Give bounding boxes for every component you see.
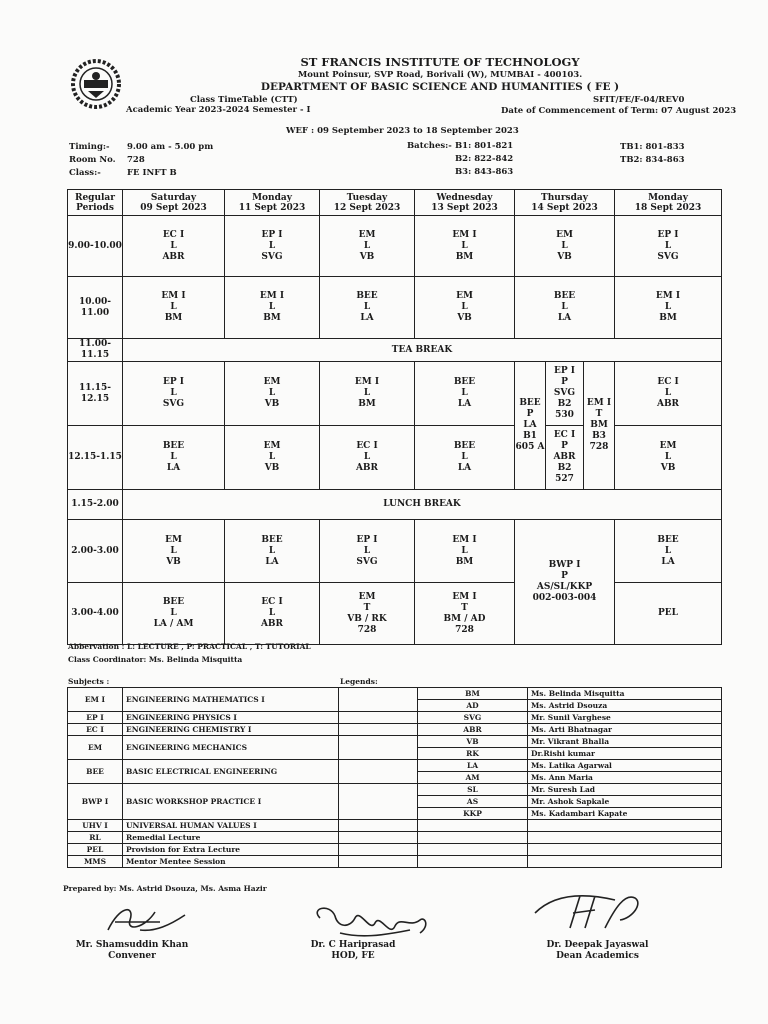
workshop-cell: BWP I P AS/SL/KKP 002-003-004 xyxy=(515,520,615,645)
class-cell: EC I L ABR xyxy=(123,216,225,277)
header-row xyxy=(68,190,722,216)
day-header: Monday 18 Sept 2023 xyxy=(615,190,722,216)
blank-cell xyxy=(339,856,418,868)
faculty-name: Ms. Belinda Misquitta xyxy=(528,688,722,700)
practical-cell: EC I P ABR B2 527 xyxy=(546,426,584,490)
class-cell: EM L VB xyxy=(515,216,615,277)
blank-cell xyxy=(339,760,418,784)
batch-b3: B3: 843-863 xyxy=(455,167,514,177)
class-cell: EM L VB xyxy=(415,277,515,339)
commencement-date: Date of Commencement of Term: 07 August 2023 xyxy=(501,106,737,116)
faculty-name: Dr.Rishi kumar xyxy=(528,748,722,760)
day-header: Monday 11 Sept 2023 xyxy=(225,190,320,216)
blank-cell xyxy=(339,832,418,844)
faculty-code: SVG xyxy=(418,712,528,724)
class-value: FE INFT B xyxy=(127,168,177,178)
subject-name: UNIVERSAL HUMAN VALUES I xyxy=(123,820,339,832)
signatory-name: Dr. C Hariprasad xyxy=(310,940,396,950)
period-label: 2.00-3.00 xyxy=(68,520,123,583)
abbreviation-note: Abbervation : L: LECTURE , P: PRACTICAL , T: TUTORIAL xyxy=(68,642,311,651)
practical-cell: EP I P SVG B2 530 xyxy=(546,362,584,426)
subject-code: BEE xyxy=(68,760,123,784)
class-cell: EM I L BM xyxy=(415,216,515,277)
faculty-code: SL xyxy=(418,784,528,796)
legend-row xyxy=(68,832,722,844)
blank-cell xyxy=(418,844,528,856)
timetable xyxy=(67,189,722,645)
period-label: 1.15-2.00 xyxy=(68,490,123,520)
class-label: Class:- xyxy=(69,168,101,178)
legend-row xyxy=(68,688,722,700)
signatory-name: Dr. Deepak Jayaswal xyxy=(546,940,649,950)
period-label: 3.00-4.00 xyxy=(68,583,123,645)
class-cell: EM I L BM xyxy=(615,277,722,339)
timing-label: Timing:- xyxy=(69,142,110,152)
signature-convener xyxy=(100,900,190,940)
blank-cell xyxy=(528,832,722,844)
blank-cell xyxy=(339,724,418,736)
faculty-name: Ms. Ann Maria xyxy=(528,772,722,784)
batch-tb2: TB2: 834-863 xyxy=(620,155,685,165)
class-cell: EM T VB / RK 728 xyxy=(320,583,415,645)
class-cell: EM L VB xyxy=(615,426,722,490)
class-cell: EM L VB xyxy=(225,426,320,490)
practical-cell: BEE P LA B1 605 A xyxy=(515,362,546,490)
class-cell: EM I L BM xyxy=(320,362,415,426)
signatory-name: Mr. Shamsuddin Khan xyxy=(75,940,189,950)
subjects-label: Subjects : xyxy=(68,677,110,686)
subject-code: RL xyxy=(68,832,123,844)
institute-logo xyxy=(70,58,122,110)
legend-row xyxy=(68,784,722,796)
class-cell: EC I L ABR xyxy=(225,583,320,645)
day-header: Saturday 09 Sept 2023 xyxy=(123,190,225,216)
faculty-code: BM xyxy=(418,688,528,700)
subject-code: UHV I xyxy=(68,820,123,832)
legend-row xyxy=(68,760,722,772)
class-cell: EP I L SVG xyxy=(225,216,320,277)
tutorial-cell: EM I T BM B3 728 xyxy=(584,362,615,490)
faculty-name: Ms. Astrid Dsouza xyxy=(528,700,722,712)
period-row xyxy=(68,216,722,277)
institute-address: Mount Poinsur, SVP Road, Borivali (W), MUMBAI - 400103. xyxy=(297,70,583,80)
faculty-name: Ms. Kadambari Kapate xyxy=(528,808,722,820)
blank-cell xyxy=(339,688,418,712)
subject-code: BWP I xyxy=(68,784,123,820)
signatory-role: Dean Academics xyxy=(556,951,639,961)
wef-range: WEF : 09 September 2023 to 18 September 2023 xyxy=(286,126,519,136)
class-cell: BEE L LA xyxy=(415,426,515,490)
class-cell: BEE L LA xyxy=(225,520,320,583)
subject-code: PEL xyxy=(68,844,123,856)
faculty-name: Mr. Suresh Lad xyxy=(528,784,722,796)
legends-label: Legends: xyxy=(340,677,378,686)
period-label: 11.00-11.15 xyxy=(68,339,123,362)
blank-cell xyxy=(339,784,418,820)
legend-row xyxy=(68,736,722,748)
day-header: Tuesday 12 Sept 2023 xyxy=(320,190,415,216)
signature-dean xyxy=(525,888,665,938)
subject-code: MMS xyxy=(68,856,123,868)
class-cell: BEE L LA / AM xyxy=(123,583,225,645)
blank-cell xyxy=(418,820,528,832)
faculty-name: Ms. Latika Agarwal xyxy=(528,760,722,772)
signature-block-hod xyxy=(298,940,408,962)
period-row xyxy=(68,426,722,490)
class-cell: EC I L ABR xyxy=(320,426,415,490)
faculty-name: Mr. Vikrant Bhalla xyxy=(528,736,722,748)
faculty-name: Mr. Sunil Varghese xyxy=(528,712,722,724)
timing-value: 9.00 am - 5.00 pm xyxy=(127,142,214,152)
class-cell: PEL xyxy=(615,583,722,645)
faculty-code: RK xyxy=(418,748,528,760)
class-cell: EP I L SVG xyxy=(320,520,415,583)
room-label: Room No. xyxy=(69,155,116,165)
legend-row xyxy=(68,844,722,856)
doc-code: SFIT/FE/F-04/REV0 xyxy=(593,95,685,105)
day-header: Wednesday 13 Sept 2023 xyxy=(415,190,515,216)
class-cell: EC I L ABR xyxy=(615,362,722,426)
subject-name: ENGINEERING PHYSICS I xyxy=(123,712,339,724)
day-header: Thursday 14 Sept 2023 xyxy=(515,190,615,216)
class-cell: EM L VB xyxy=(123,520,225,583)
blank-cell xyxy=(418,856,528,868)
corner-cell: Regular Periods xyxy=(68,190,123,216)
faculty-name: Mr. Ashok Sapkale xyxy=(528,796,722,808)
class-cell: BEE L LA xyxy=(320,277,415,339)
signature-block-convener xyxy=(72,940,192,962)
period-row xyxy=(68,362,722,426)
class-cell: BEE L LA xyxy=(615,520,722,583)
academic-year: Academic Year 2023-2024 Semester - I xyxy=(126,105,311,115)
class-coordinator: Class Coordinator: Ms. Belinda Misquitta xyxy=(68,655,243,664)
blank-cell xyxy=(339,844,418,856)
faculty-code: VB xyxy=(418,736,528,748)
institute-name: ST FRANCIS INSTITUTE OF TECHNOLOGY xyxy=(300,55,580,69)
batch-b2: B2: 822-842 xyxy=(455,154,514,164)
faculty-code: ABR xyxy=(418,724,528,736)
class-cell: EP I L SVG xyxy=(615,216,722,277)
subject-name: ENGINEERING CHEMISTRY I xyxy=(123,724,339,736)
blank-cell xyxy=(418,832,528,844)
subject-code: EM I xyxy=(68,688,123,712)
legend-row xyxy=(68,724,722,736)
faculty-code: AD xyxy=(418,700,528,712)
lunch-break: LUNCH BREAK xyxy=(123,490,722,520)
faculty-code: KKP xyxy=(418,808,528,820)
subjects-legends-table xyxy=(67,687,722,868)
class-cell: EM L VB xyxy=(225,362,320,426)
blank-cell xyxy=(528,844,722,856)
faculty-code: AM xyxy=(418,772,528,784)
period-row xyxy=(68,583,722,645)
class-cell: EM I L BM xyxy=(123,277,225,339)
department-name: DEPARTMENT OF BASIC SCIENCE AND HUMANITIES ( FE ) xyxy=(260,81,620,93)
break-row xyxy=(68,490,722,520)
faculty-name: Ms. Arti Bhatnagar xyxy=(528,724,722,736)
blank-cell xyxy=(528,820,722,832)
doc-title: Class TimeTable (CTT) xyxy=(190,95,298,105)
break-row xyxy=(68,339,722,362)
tea-break: TEA BREAK xyxy=(123,339,722,362)
subject-name: ENGINEERING MATHEMATICS I xyxy=(123,688,339,712)
period-label: 11.15-12.15 xyxy=(68,362,123,426)
room-value: 728 xyxy=(127,155,145,165)
subject-name: Provision for Extra Lecture xyxy=(123,844,339,856)
class-cell: BEE L LA xyxy=(415,362,515,426)
legend-row xyxy=(68,856,722,868)
blank-cell xyxy=(339,712,418,724)
faculty-code: AS xyxy=(418,796,528,808)
class-cell: EM L VB xyxy=(320,216,415,277)
class-cell: BEE L LA xyxy=(123,426,225,490)
blank-cell xyxy=(339,736,418,760)
batch-b1: B1: 801-821 xyxy=(455,141,514,151)
class-cell: EM I L BM xyxy=(225,277,320,339)
period-label: 12.15-1.15 xyxy=(68,426,123,490)
period-row xyxy=(68,520,722,583)
subject-code: EC I xyxy=(68,724,123,736)
class-cell: EM I T BM / AD 728 xyxy=(415,583,515,645)
signatory-role: Convener xyxy=(108,951,156,961)
subject-name: Remedial Lecture xyxy=(123,832,339,844)
signature-block-dean xyxy=(540,940,655,962)
class-cell: BEE L LA xyxy=(515,277,615,339)
blank-cell xyxy=(528,856,722,868)
period-label: 10.00-11.00 xyxy=(68,277,123,339)
blank-cell xyxy=(339,820,418,832)
subject-name: Mentor Mentee Session xyxy=(123,856,339,868)
subject-code: EM xyxy=(68,736,123,760)
faculty-code: LA xyxy=(418,760,528,772)
subject-code: EP I xyxy=(68,712,123,724)
period-label: 9.00-10.00 xyxy=(68,216,123,277)
class-cell: EP I L SVG xyxy=(123,362,225,426)
signatory-role: HOD, FE xyxy=(331,951,375,961)
period-row xyxy=(68,277,722,339)
batch-tb1: TB1: 801-833 xyxy=(620,142,685,152)
subject-name: BASIC ELECTRICAL ENGINEERING xyxy=(123,760,339,784)
legend-row xyxy=(68,820,722,832)
legend-row xyxy=(68,712,722,724)
batches-label: Batches:- xyxy=(407,141,452,151)
subject-name: ENGINEERING MECHANICS xyxy=(123,736,339,760)
class-cell: EM I L BM xyxy=(415,520,515,583)
subject-name: BASIC WORKSHOP PRACTICE I xyxy=(123,784,339,820)
prepared-by: Prepared by: Ms. Astrid Dsouza, Ms. Asma Hazir xyxy=(63,884,267,893)
